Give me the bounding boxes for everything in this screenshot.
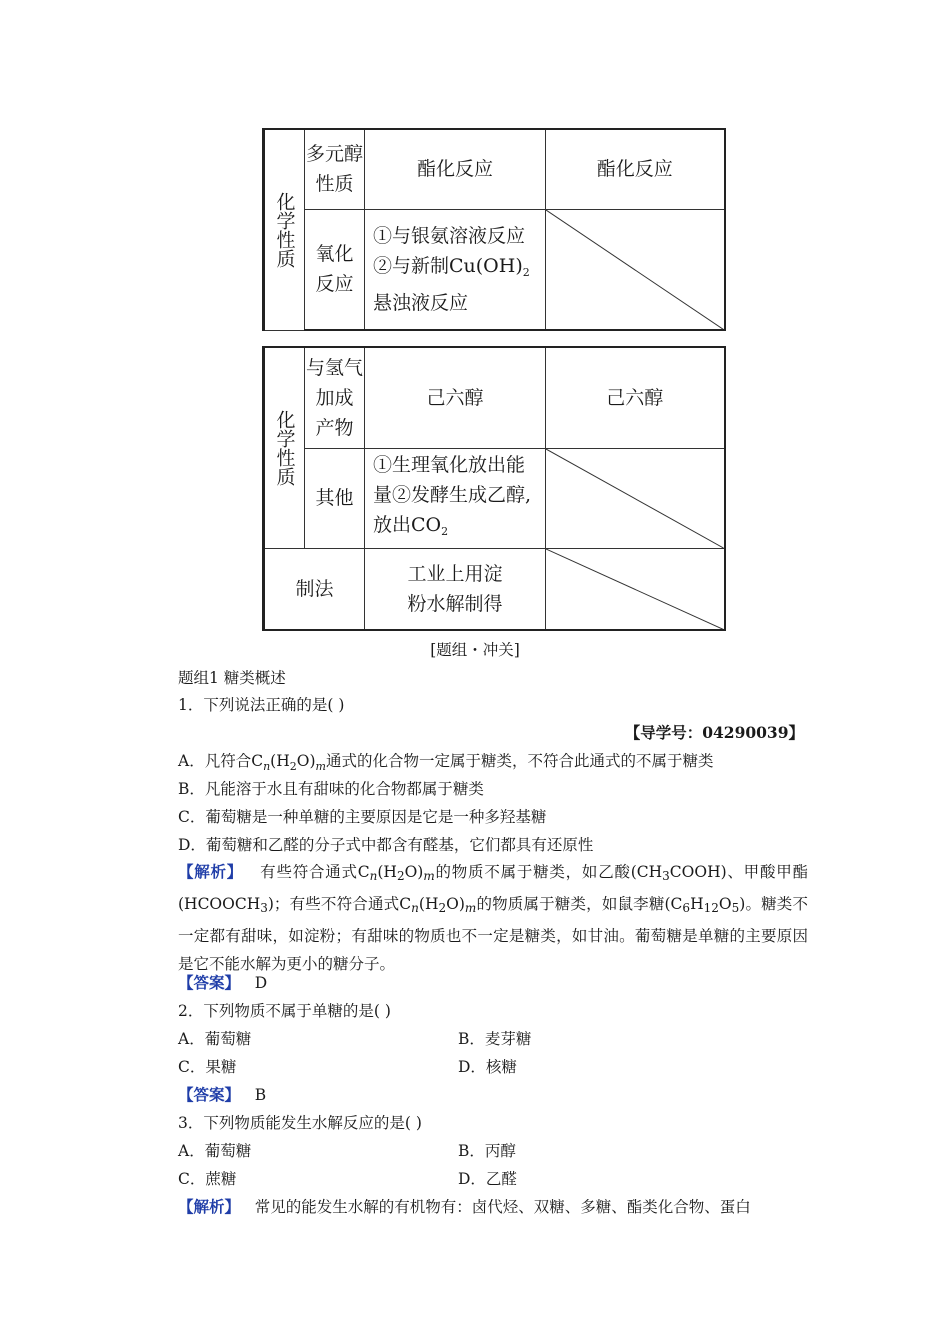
answer-tag: 【答案】 — [178, 973, 241, 992]
answer-line — [178, 1084, 266, 1106]
option-c: C．蔗糖 — [178, 1170, 237, 1188]
row-label-cell — [305, 448, 365, 548]
property-table-1 — [262, 128, 726, 331]
row-label-cell — [305, 347, 365, 448]
row-label-line: 其他 — [315, 487, 354, 509]
cell-line: 粉水解制得 — [407, 592, 503, 615]
table-cell: 己六醇 — [546, 347, 725, 448]
row-label-line: 反应 — [315, 273, 354, 296]
table-cell — [365, 548, 546, 630]
cell-line: 工业上用淀 — [407, 562, 503, 585]
row-label-line: 多元醇 — [305, 143, 363, 166]
property-table-2 — [262, 346, 726, 631]
table-cell: 酯化反应 — [365, 129, 546, 209]
row-label-cell — [305, 209, 365, 330]
row-label-line: 产物 — [315, 416, 354, 439]
cell-line: ②与新制$Cu(OH)_2$ — [373, 254, 530, 279]
option-b: B．麦芽糖 — [458, 1030, 532, 1048]
table-cell: 己六醇 — [365, 347, 546, 448]
option-c: C．果糖 — [178, 1058, 237, 1076]
group-title: 题组1 糖类概述 — [178, 669, 286, 687]
cell-line: 悬浊液反应 — [373, 291, 469, 314]
cell-line: 放出$CO_2$ — [373, 513, 449, 538]
analysis-paragraph: 【解析】 有些符合通式Cn(H2O)m的物质不属于糖类，如乙酸(CH3COOH)、甲酸甲酯(HCOOCH3)；有些不符合通式Cn(H2O)m的物质属于糖类，如鼠李糖(C6H12O5)。糖类不一定都有甜味，如淀粉；有甜味的物质也不一定是糖类，如甘油。葡萄糖是单糖的主要原因是它不能水解为更小的糖分子。 — [178, 862, 808, 973]
group-label: 化学性质 — [273, 409, 296, 486]
row-label-cell — [305, 129, 365, 209]
section-title: [题组・冲关] — [430, 641, 520, 659]
empty-diagonal-cell — [546, 209, 725, 330]
empty-diagonal-cell — [546, 548, 725, 630]
analysis-line: 【解析】 常见的能发生水解的有机物有：卤代烃、双糖、多糖、酯类化合物、蛋白 — [178, 1197, 751, 1216]
row-label-line: 氧化 — [315, 243, 354, 266]
row-label-line: 加成 — [315, 386, 354, 409]
option-d: D．核糖 — [458, 1058, 517, 1076]
empty-diagonal-cell — [546, 448, 725, 548]
option-a: A．葡萄糖 — [178, 1142, 252, 1160]
answer-line — [178, 972, 267, 994]
option-a: A．凡符合$C_n(H_2O)_m$通式的化合物一定属于糖类，不符合此通式的不属于糖类 — [178, 752, 714, 773]
question-stem: 2．下列物质不属于单糖的是( ) — [178, 1002, 391, 1020]
option-c: C．葡萄糖是一种单糖的主要原因是它是一种多羟基糖 — [178, 808, 547, 826]
cell-line: ①与银氨溶液反应 — [373, 224, 526, 247]
option-d: D．乙醛 — [458, 1170, 517, 1188]
table-cell — [365, 209, 546, 330]
question-stem: 3．下列物质能发生水解反应的是( ) — [178, 1114, 422, 1132]
group-label-cell — [264, 347, 305, 548]
option-d: D．葡萄糖和乙醛的分子式中都含有醛基，它们都具有还原性 — [178, 836, 594, 854]
cell-line: 量②发酵生成乙醇, — [373, 483, 532, 506]
guide-number: 【导学号：04290039】 — [624, 723, 804, 742]
group-label: 化学性质 — [273, 191, 296, 268]
row-label-line: 制法 — [295, 577, 334, 600]
row-label-line: 性质 — [315, 173, 354, 196]
answer-value: B — [254, 1086, 267, 1104]
analysis-tag: 【解析】 — [178, 1197, 241, 1216]
question-stem: 1．下列说法正确的是( ) — [178, 696, 345, 714]
row-label-cell — [264, 548, 365, 630]
row-label-line: 与氢气 — [305, 356, 363, 379]
option-b: B．凡能溶于水且有甜味的化合物都属于糖类 — [178, 780, 484, 798]
answer-tag: 【答案】 — [178, 1085, 241, 1104]
answer-value: D — [254, 974, 268, 992]
option-b: B．丙醇 — [458, 1142, 516, 1160]
cell-line: ①生理氧化放出能 — [373, 453, 526, 476]
analysis-tag: 【解析】 — [178, 862, 244, 881]
option-a: A．葡萄糖 — [178, 1030, 252, 1048]
table-cell — [365, 448, 546, 548]
table-cell: 酯化反应 — [546, 129, 725, 209]
group-label-cell — [264, 129, 305, 330]
